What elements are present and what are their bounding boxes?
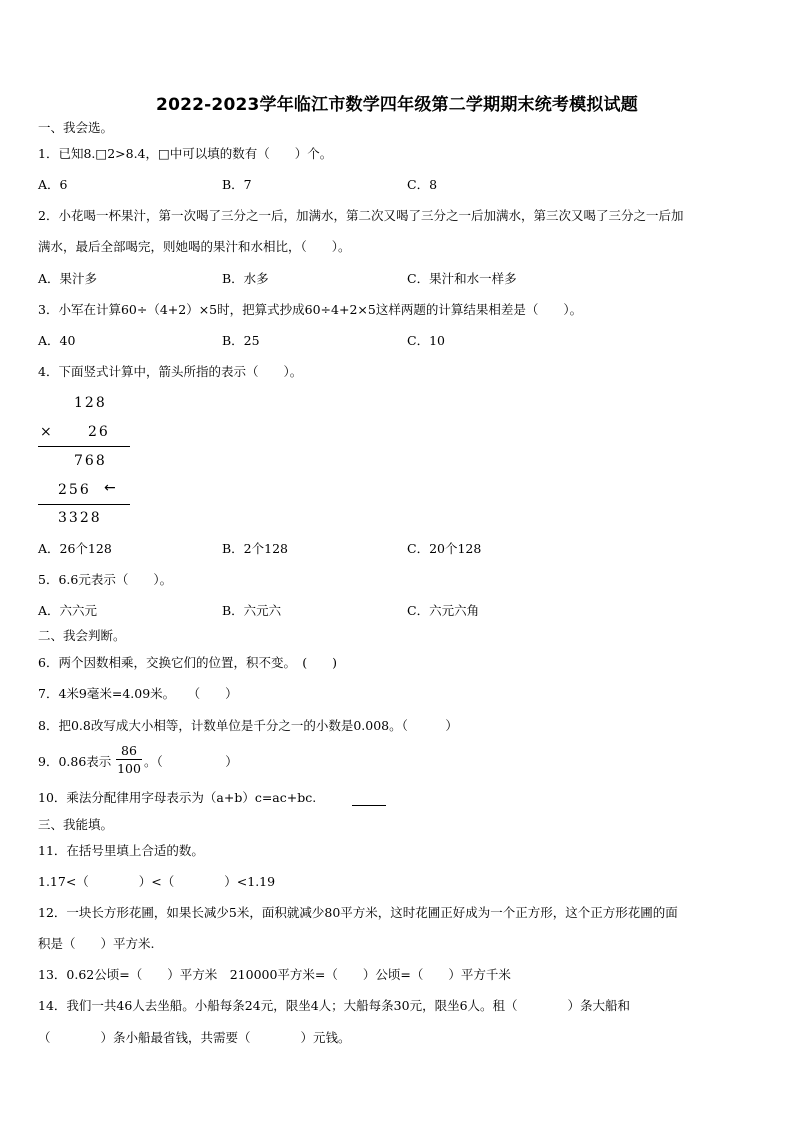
- question-2-stem-line1: 2．小花喝一杯果汁，第一次喝了三分之一后，加满水，第二次又喝了三分之一后加满水，第三次又喝了三分之一后加: [38, 208, 684, 223]
- calc-product: 3328: [58, 510, 102, 526]
- question-3-stem: 3．小军在计算60÷（4+2）×5时，把算式抄成60÷4+2×5这样两题的计算结果相差是（ ）。: [38, 302, 583, 317]
- question-14-stem-line1: 14．我们一共46人去坐船。小船每条24元，限坐4人；大船每条30元，限坐6人。租（ ）条大船和: [38, 998, 631, 1013]
- question-12-stem-line1: 12．一块长方形花圃，如果长减少5米，面积就减少80平方米，这时花圃正好成为一个正方形，这个正方形花圃的面: [38, 905, 678, 920]
- calc-times-sign: ×: [40, 424, 54, 440]
- section-heading-choose: 一、我会选。: [38, 120, 114, 135]
- left-arrow-icon: ←: [104, 480, 116, 496]
- question-5-stem: 5．6.6元表示（ ）。: [38, 572, 173, 587]
- question-5-option-c: C．六元六角: [407, 603, 480, 618]
- calc-multiplier: 26: [88, 424, 110, 440]
- question-3-option-a: A．40: [38, 333, 76, 348]
- question-1-option-c: C．8: [407, 177, 438, 192]
- question-4-stem: 4．下面竖式计算中，箭头所指的表示（ ）。: [38, 364, 303, 379]
- question-9-prefix: 9．0.86表示: [38, 754, 112, 769]
- question-14-stem-line2: （ ）条小船最省钱，共需要（ ）元钱。: [38, 1030, 351, 1045]
- answer-blank-line: [352, 805, 386, 806]
- question-2-option-b: B．水多: [222, 271, 269, 286]
- question-4-option-a: A．26个128: [38, 541, 112, 556]
- question-11-stem: 11．在括号里填上合适的数。: [38, 843, 204, 858]
- question-8-stem: 8．把0.8改写成大小相等，计数单位是千分之一的小数是0.008。（ ）: [38, 718, 458, 733]
- calc-rule-2: [38, 504, 130, 505]
- calc-partial-product-1: 768: [74, 453, 107, 469]
- question-3-option-c: C．10: [407, 333, 445, 348]
- question-11-inequality: 1.17<（ ）<（ ）<1.19: [38, 874, 276, 889]
- question-4-option-c: C．20个128: [407, 541, 482, 556]
- section-heading-fill: 三、我能填。: [38, 817, 114, 832]
- question-2-option-a: A．果汁多: [38, 271, 98, 286]
- question-5-option-b: B．六元六: [222, 603, 282, 618]
- question-12-stem-line2: 积是（ ）平方米.: [38, 936, 155, 951]
- fraction-86-over-100: [116, 743, 142, 776]
- calc-rule-1: [38, 446, 130, 447]
- question-2-stem-line2: 满水，最后全部喝完，则她喝的果汁和水相比，（ ）。: [38, 239, 351, 254]
- section-heading-judge: 二、我会判断。: [38, 628, 126, 643]
- question-1-stem: 1．已知8.□2>8.4，□中可以填的数有（ ）个。: [38, 146, 333, 161]
- question-6-stem: 6．两个因数相乘，交换它们的位置，积不变。 ( ): [38, 655, 337, 670]
- fraction-numerator: 86: [121, 743, 137, 758]
- page-title: 2022-2023学年临江市数学四年级第二学期期末统考模拟试题: [156, 95, 638, 115]
- question-13-stem: 13．0.62公顷=（ ）平方米 210000平方米=（ ）公顷=（ ）平方千米: [38, 967, 511, 982]
- question-5-option-a: A．六六元: [38, 603, 98, 618]
- question-10-stem: 10．乘法分配律用字母表示为（a+b）c=ac+bc.: [38, 790, 317, 805]
- question-3-option-b: B．25: [222, 333, 260, 348]
- fraction-bar: [116, 759, 142, 760]
- question-7-stem: 7．4米9毫米=4.09米。 （ ）: [38, 686, 238, 701]
- fraction-denominator: 100: [117, 761, 141, 776]
- question-1-option-b: B．7: [222, 177, 252, 192]
- question-9-suffix: 。（ ）: [144, 754, 238, 769]
- calc-multiplicand: 128: [74, 395, 107, 411]
- calc-partial-product-2: 256: [58, 482, 91, 498]
- question-1-option-a: A．6: [38, 177, 68, 192]
- question-2-option-c: C．果汁和水一样多: [407, 271, 517, 286]
- question-4-option-b: B．2个128: [222, 541, 288, 556]
